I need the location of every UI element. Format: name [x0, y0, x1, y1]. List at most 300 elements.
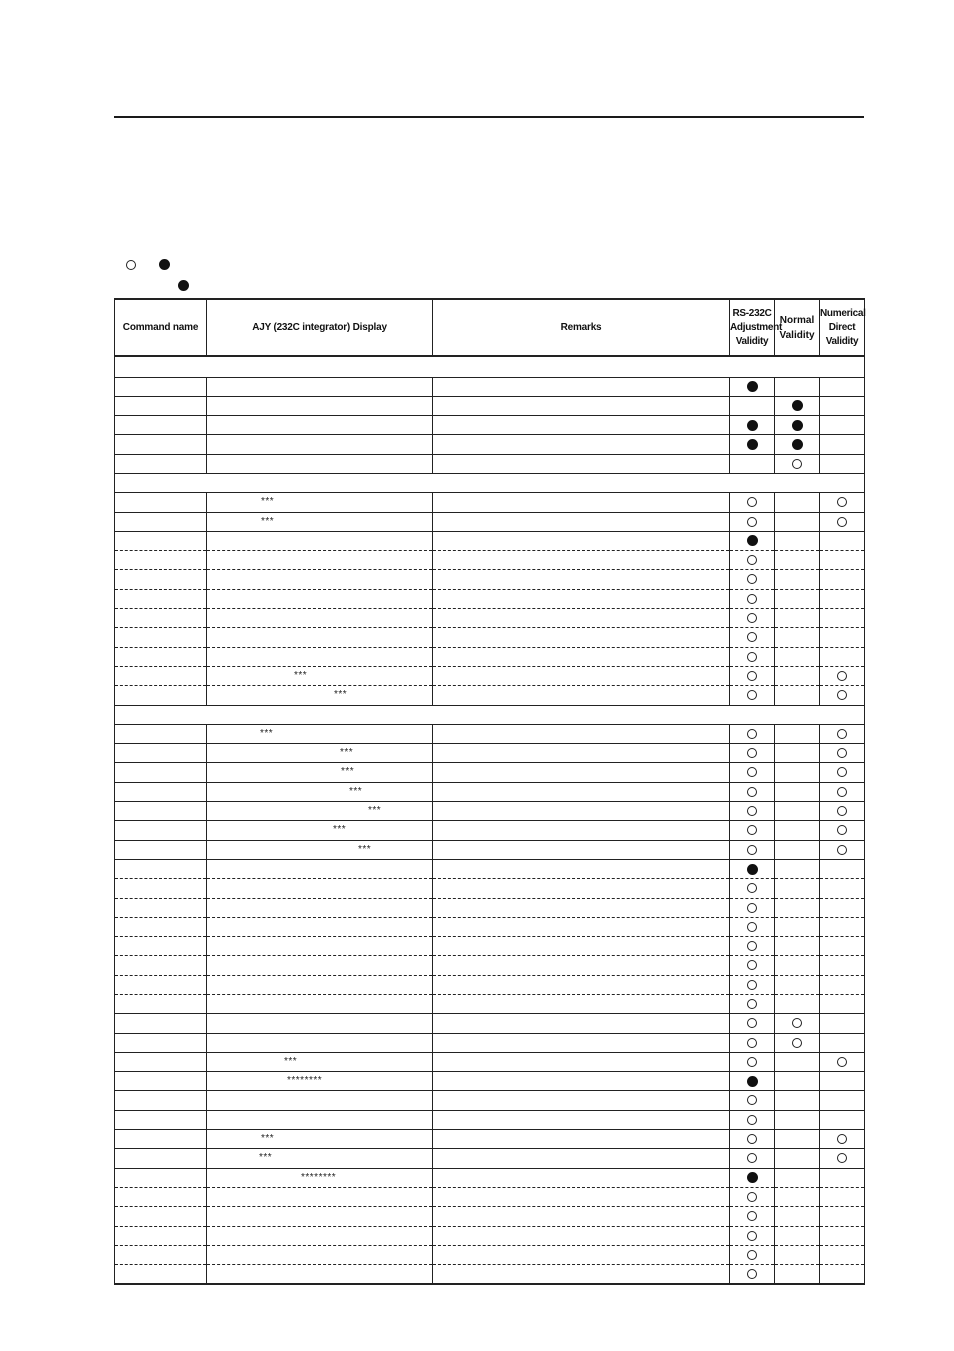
display-cell — [207, 1014, 433, 1033]
header-line: Adjustment — [730, 321, 783, 333]
rs232c-validity-cell — [730, 377, 775, 396]
header-rs232c-validity — [730, 299, 783, 356]
numerical-validity-cell — [820, 782, 865, 801]
remarks-cell — [433, 531, 730, 550]
normal-validity-cell — [775, 1110, 820, 1129]
rs232c-validity-cell — [730, 493, 775, 512]
numerical-validity-cell — [820, 589, 865, 608]
normal-validity-cell — [775, 435, 820, 454]
section-row — [115, 473, 865, 492]
display-placeholder: ******** — [301, 1171, 337, 1183]
open-circle-icon — [747, 941, 757, 951]
display-cell — [207, 1072, 433, 1091]
display-cell — [207, 1033, 433, 1052]
normal-validity-cell — [775, 898, 820, 917]
remarks-cell — [433, 1033, 730, 1052]
open-circle-icon — [747, 671, 757, 681]
display-cell — [207, 879, 433, 898]
table-row — [115, 628, 865, 647]
rs232c-validity-cell — [730, 531, 775, 550]
command-name-cell — [115, 1207, 207, 1226]
rs232c-validity-cell — [730, 454, 775, 473]
normal-validity-cell — [775, 1245, 820, 1264]
command-name-cell — [115, 763, 207, 782]
table-row — [115, 898, 865, 917]
filled-circle-icon — [159, 259, 170, 270]
display-placeholder: *** — [334, 689, 348, 701]
numerical-validity-cell — [820, 377, 865, 396]
header-line: Direct — [828, 321, 856, 333]
remarks-cell — [433, 377, 730, 396]
display-cell — [207, 666, 433, 685]
remarks-cell — [433, 975, 730, 994]
rs232c-validity-cell — [730, 975, 775, 994]
normal-validity-cell — [775, 589, 820, 608]
section-row — [115, 356, 865, 377]
display-placeholder: *** — [349, 785, 363, 797]
table-row — [115, 531, 865, 550]
display-placeholder: *** — [260, 727, 274, 739]
numerical-validity-cell — [820, 975, 865, 994]
numerical-validity-cell — [820, 1226, 865, 1245]
normal-validity-cell — [775, 531, 820, 550]
legend-line-2 — [178, 280, 189, 294]
display-cell — [207, 975, 433, 994]
table-row — [115, 1014, 865, 1033]
display-cell — [207, 647, 433, 666]
display-cell — [207, 802, 433, 821]
table-row — [115, 1110, 865, 1129]
open-circle-icon — [837, 748, 847, 758]
display-cell — [207, 821, 433, 840]
header-line: Normal — [779, 314, 815, 326]
display-cell — [207, 1130, 433, 1149]
command-name-cell — [115, 917, 207, 936]
table-row — [115, 763, 865, 782]
display-cell — [207, 1245, 433, 1264]
rs232c-validity-cell — [730, 1091, 775, 1110]
normal-validity-cell — [775, 975, 820, 994]
display-cell — [207, 1052, 433, 1071]
open-circle-icon — [747, 806, 757, 816]
table-row — [115, 416, 865, 435]
open-circle-icon — [747, 825, 757, 835]
numerical-validity-cell — [820, 686, 865, 705]
rs232c-validity-cell — [730, 647, 775, 666]
numerical-validity-cell — [820, 1014, 865, 1033]
command-name-cell — [115, 531, 207, 550]
table-row — [115, 1265, 865, 1284]
header-normal-validity — [775, 299, 820, 356]
table-body — [115, 356, 865, 1284]
table-row — [115, 956, 865, 975]
numerical-validity-cell — [820, 879, 865, 898]
command-name-cell — [115, 975, 207, 994]
remarks-cell — [433, 1168, 730, 1187]
open-circle-icon — [747, 690, 757, 700]
normal-validity-cell — [775, 1091, 820, 1110]
filled-circle-icon — [747, 535, 758, 546]
table-row — [115, 802, 865, 821]
remarks-cell — [433, 802, 730, 821]
table-row — [115, 975, 865, 994]
normal-validity-cell — [775, 396, 820, 415]
normal-validity-cell — [775, 840, 820, 859]
table-row — [115, 435, 865, 454]
display-cell — [207, 917, 433, 936]
numerical-validity-cell — [820, 956, 865, 975]
numerical-validity-cell — [820, 493, 865, 512]
open-circle-icon — [837, 845, 847, 855]
numerical-validity-cell — [820, 531, 865, 550]
remarks-cell — [433, 551, 730, 570]
open-circle-icon — [747, 1057, 757, 1067]
remarks-cell — [433, 493, 730, 512]
normal-validity-cell — [775, 956, 820, 975]
command-name-cell — [115, 666, 207, 685]
command-name-cell — [115, 1187, 207, 1206]
display-cell — [207, 570, 433, 589]
numerical-validity-cell — [820, 1130, 865, 1149]
table-row — [115, 1226, 865, 1245]
remarks-cell — [433, 1245, 730, 1264]
open-circle-icon — [837, 1153, 847, 1163]
command-name-cell — [115, 686, 207, 705]
table-row — [115, 609, 865, 628]
command-name-cell — [115, 454, 207, 473]
numerical-validity-cell — [820, 435, 865, 454]
remarks-cell — [433, 589, 730, 608]
open-circle-icon — [747, 594, 757, 604]
open-circle-icon — [837, 690, 847, 700]
remarks-cell — [433, 840, 730, 859]
rs232c-validity-cell — [730, 628, 775, 647]
command-name-cell — [115, 840, 207, 859]
command-name-cell — [115, 435, 207, 454]
normal-validity-cell — [775, 416, 820, 435]
command-name-cell — [115, 1130, 207, 1149]
command-name-cell — [115, 377, 207, 396]
numerical-validity-cell — [820, 744, 865, 763]
remarks-cell — [433, 898, 730, 917]
normal-validity-cell — [775, 628, 820, 647]
display-placeholder: ******** — [287, 1075, 323, 1087]
normal-validity-cell — [775, 454, 820, 473]
command-name-cell — [115, 879, 207, 898]
table-row — [115, 840, 865, 859]
rs232c-validity-cell — [730, 666, 775, 685]
command-table — [114, 298, 865, 1285]
table-row — [115, 454, 865, 473]
table-row — [115, 995, 865, 1014]
command-name-cell — [115, 995, 207, 1014]
display-cell — [207, 512, 433, 531]
numerical-validity-cell — [820, 917, 865, 936]
command-name-cell — [115, 1110, 207, 1129]
numerical-validity-cell — [820, 416, 865, 435]
numerical-validity-cell — [820, 609, 865, 628]
display-cell — [207, 763, 433, 782]
table-row — [115, 1091, 865, 1110]
open-circle-icon — [747, 729, 757, 739]
table-row — [115, 589, 865, 608]
command-name-cell — [115, 1014, 207, 1033]
section-row — [115, 705, 865, 724]
normal-validity-cell — [775, 686, 820, 705]
rs232c-validity-cell — [730, 821, 775, 840]
open-circle-icon — [747, 1211, 757, 1221]
rs232c-validity-cell — [730, 1033, 775, 1052]
rs232c-validity-cell — [730, 551, 775, 570]
display-cell — [207, 435, 433, 454]
normal-validity-cell — [775, 917, 820, 936]
table-row — [115, 1168, 865, 1187]
normal-validity-cell — [775, 937, 820, 956]
open-circle-icon — [747, 1250, 757, 1260]
open-circle-icon — [747, 1269, 757, 1279]
display-cell — [207, 840, 433, 859]
normal-validity-cell — [775, 995, 820, 1014]
normal-validity-cell — [775, 724, 820, 743]
table-row — [115, 570, 865, 589]
open-circle-icon — [747, 1018, 757, 1028]
remarks-cell — [433, 724, 730, 743]
remarks-cell — [433, 1187, 730, 1206]
filled-circle-icon — [792, 439, 803, 450]
display-cell — [207, 416, 433, 435]
open-circle-icon — [747, 845, 757, 855]
rs232c-validity-cell — [730, 917, 775, 936]
display-cell — [207, 995, 433, 1014]
remarks-cell — [433, 917, 730, 936]
display-cell — [207, 551, 433, 570]
filled-circle-icon — [178, 280, 189, 291]
filled-circle-icon — [747, 439, 758, 450]
open-circle-icon — [747, 613, 757, 623]
rs232c-validity-cell — [730, 782, 775, 801]
rs232c-validity-cell — [730, 1265, 775, 1284]
command-name-cell — [115, 589, 207, 608]
rs232c-validity-cell — [730, 956, 775, 975]
section-cell — [115, 705, 865, 724]
display-placeholder: *** — [259, 1152, 273, 1164]
display-cell — [207, 1207, 433, 1226]
table-row — [115, 1072, 865, 1091]
table-row — [115, 1149, 865, 1168]
command-name-cell — [115, 1245, 207, 1264]
command-name-cell — [115, 859, 207, 878]
normal-validity-cell — [775, 821, 820, 840]
open-circle-icon — [747, 517, 757, 527]
rs232c-validity-cell — [730, 1014, 775, 1033]
command-name-cell — [115, 1033, 207, 1052]
normal-validity-cell — [775, 551, 820, 570]
display-placeholder: *** — [333, 824, 347, 836]
table-row — [115, 1207, 865, 1226]
rs232c-validity-cell — [730, 512, 775, 531]
numerical-validity-cell — [820, 995, 865, 1014]
open-circle-icon — [747, 748, 757, 758]
rs232c-validity-cell — [730, 609, 775, 628]
normal-validity-cell — [775, 609, 820, 628]
table-row — [115, 744, 865, 763]
normal-validity-cell — [775, 1149, 820, 1168]
open-circle-icon — [747, 980, 757, 990]
normal-validity-cell — [775, 1033, 820, 1052]
numerical-validity-cell — [820, 1033, 865, 1052]
numerical-validity-cell — [820, 859, 865, 878]
command-name-cell — [115, 416, 207, 435]
table-row — [115, 821, 865, 840]
numerical-validity-cell — [820, 551, 865, 570]
command-name-cell — [115, 1226, 207, 1245]
remarks-cell — [433, 937, 730, 956]
numerical-validity-cell — [820, 1245, 865, 1264]
command-name-cell — [115, 821, 207, 840]
normal-validity-cell — [775, 1168, 820, 1187]
normal-validity-cell — [775, 377, 820, 396]
display-cell — [207, 859, 433, 878]
numerical-validity-cell — [820, 937, 865, 956]
open-circle-icon — [747, 1115, 757, 1125]
rs232c-validity-cell — [730, 879, 775, 898]
table-row — [115, 937, 865, 956]
remarks-cell — [433, 744, 730, 763]
header-line: Validity — [825, 335, 859, 347]
open-circle-icon — [837, 1057, 847, 1067]
remarks-cell — [433, 454, 730, 473]
numerical-validity-cell — [820, 666, 865, 685]
rs232c-validity-cell — [730, 937, 775, 956]
remarks-cell — [433, 512, 730, 531]
remarks-cell — [433, 396, 730, 415]
rs232c-validity-cell — [730, 898, 775, 917]
remarks-cell — [433, 763, 730, 782]
command-name-cell — [115, 937, 207, 956]
numerical-validity-cell — [820, 1207, 865, 1226]
numerical-validity-cell — [820, 1072, 865, 1091]
open-circle-icon — [747, 922, 757, 932]
normal-validity-cell — [775, 1187, 820, 1206]
header-remarks: Remarks — [433, 299, 730, 356]
table-row — [115, 377, 865, 396]
display-cell — [207, 1187, 433, 1206]
numerical-validity-cell — [820, 724, 865, 743]
numerical-validity-cell — [820, 1265, 865, 1284]
rs232c-validity-cell — [730, 396, 775, 415]
remarks-cell — [433, 570, 730, 589]
normal-validity-cell — [775, 1265, 820, 1284]
normal-validity-cell — [775, 744, 820, 763]
numerical-validity-cell — [820, 1110, 865, 1129]
header-line: Numerical — [820, 307, 866, 319]
display-placeholder: *** — [341, 766, 355, 778]
open-circle-icon — [747, 1038, 757, 1048]
rs232c-validity-cell — [730, 1052, 775, 1071]
section-cell — [115, 473, 865, 492]
table-row — [115, 396, 865, 415]
open-circle-icon — [747, 960, 757, 970]
numerical-validity-cell — [820, 1149, 865, 1168]
display-cell — [207, 1168, 433, 1187]
display-placeholder: *** — [261, 496, 275, 508]
remarks-cell — [433, 628, 730, 647]
filled-circle-icon — [792, 400, 803, 411]
table-row — [115, 1130, 865, 1149]
table-row — [115, 493, 865, 512]
command-name-cell — [115, 396, 207, 415]
normal-validity-cell — [775, 802, 820, 821]
display-cell — [207, 956, 433, 975]
open-circle-icon — [747, 574, 757, 584]
display-cell — [207, 609, 433, 628]
table-header-row — [115, 299, 865, 356]
open-circle-icon — [837, 806, 847, 816]
open-circle-icon — [837, 497, 847, 507]
table-row — [115, 782, 865, 801]
normal-validity-cell — [775, 647, 820, 666]
rs232c-validity-cell — [730, 1149, 775, 1168]
open-circle-icon — [747, 1134, 757, 1144]
normal-validity-cell — [775, 1130, 820, 1149]
top-rule — [114, 116, 864, 118]
command-name-cell — [115, 956, 207, 975]
filled-circle-icon — [747, 864, 758, 875]
rs232c-validity-cell — [730, 435, 775, 454]
display-cell — [207, 1149, 433, 1168]
normal-validity-cell — [775, 1226, 820, 1245]
rs232c-validity-cell — [730, 1187, 775, 1206]
remarks-cell — [433, 609, 730, 628]
rs232c-validity-cell — [730, 1245, 775, 1264]
command-name-cell — [115, 724, 207, 743]
remarks-cell — [433, 1072, 730, 1091]
display-placeholder: *** — [368, 805, 382, 817]
command-name-cell — [115, 1168, 207, 1187]
open-circle-icon — [747, 632, 757, 642]
open-circle-icon — [747, 883, 757, 893]
numerical-validity-cell — [820, 763, 865, 782]
display-cell — [207, 1110, 433, 1129]
numerical-validity-cell — [820, 647, 865, 666]
open-circle-icon — [747, 555, 757, 565]
command-name-cell — [115, 898, 207, 917]
open-circle-icon — [747, 497, 757, 507]
open-circle-icon — [837, 671, 847, 681]
display-cell — [207, 628, 433, 647]
command-name-cell — [115, 628, 207, 647]
display-placeholder: *** — [261, 515, 275, 527]
command-name-cell — [115, 512, 207, 531]
rs232c-validity-cell — [730, 686, 775, 705]
numerical-validity-cell — [820, 512, 865, 531]
numerical-validity-cell — [820, 898, 865, 917]
display-cell — [207, 589, 433, 608]
rs232c-validity-cell — [730, 840, 775, 859]
open-circle-icon — [747, 787, 757, 797]
display-cell — [207, 1091, 433, 1110]
numerical-validity-cell — [820, 840, 865, 859]
rs232c-validity-cell — [730, 416, 775, 435]
display-placeholder: *** — [358, 843, 372, 855]
header-line: RS-232C — [732, 307, 772, 319]
table-row — [115, 686, 865, 705]
rs232c-validity-cell — [730, 1110, 775, 1129]
display-placeholder: *** — [294, 669, 308, 681]
filled-circle-icon — [747, 1172, 758, 1183]
legend-line-1 — [126, 259, 170, 273]
normal-validity-cell — [775, 1014, 820, 1033]
